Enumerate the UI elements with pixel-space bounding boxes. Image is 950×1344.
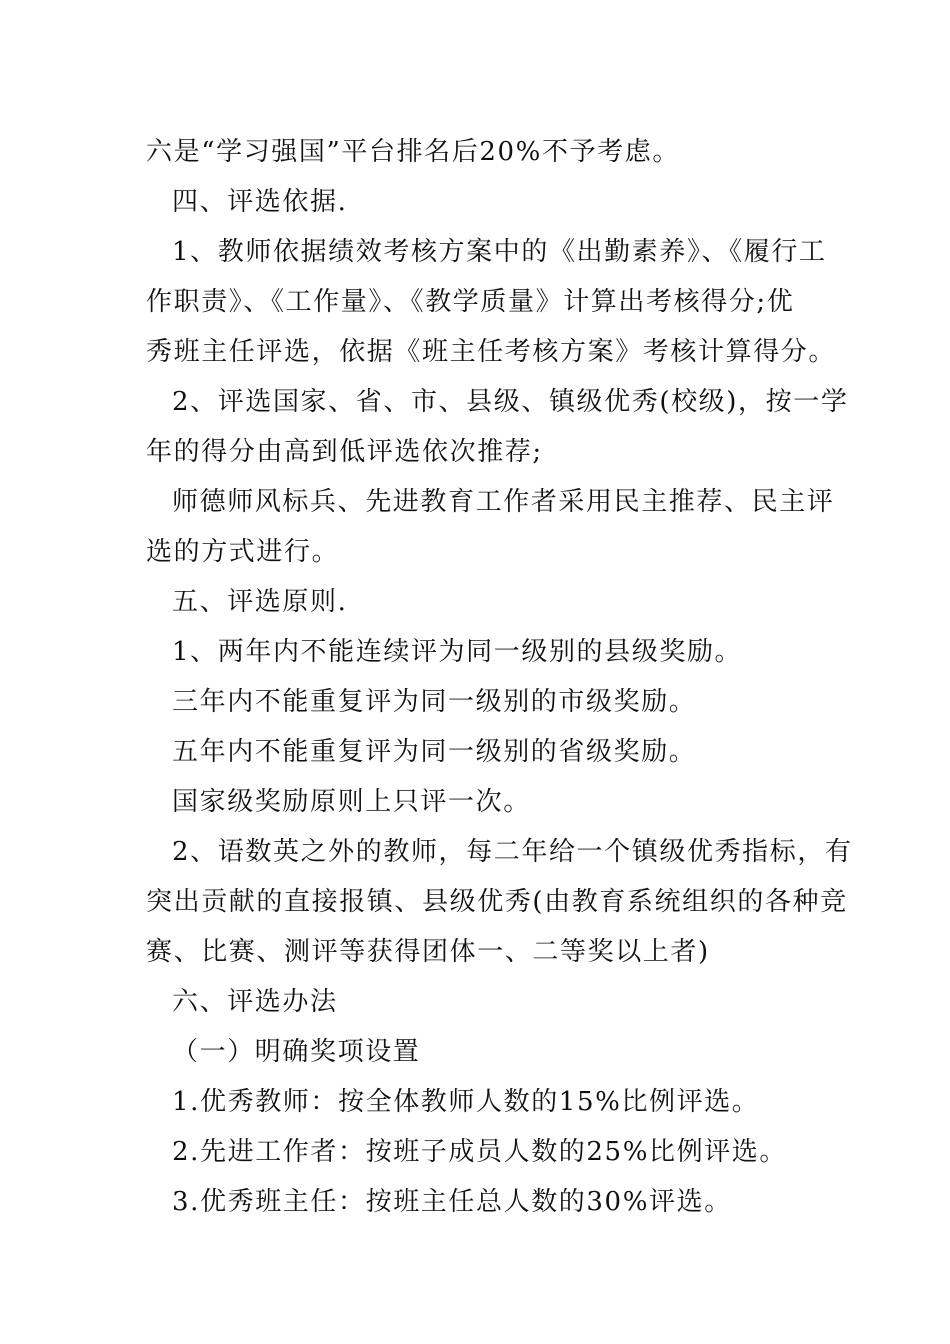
text-line: 3.优秀班主任：按班主任总人数的30%评选。 xyxy=(172,1187,732,1217)
text-line: 2、语数英之外的教师，每二年给一个镇级优秀指标，有 xyxy=(172,837,853,867)
text-line: 三年内不能重复评为同一级别的市级奖励。 xyxy=(172,687,697,717)
text-line: 师德师风标兵、先进教育工作者采用民主推荐、民主评 xyxy=(172,487,835,517)
text-line: 1、两年内不能连续评为同一级别的县级奖励。 xyxy=(172,637,743,667)
text-line: 2.先进工作者：按班子成员人数的25%比例评选。 xyxy=(172,1137,787,1167)
text-line: 年的得分由高到低评选依次推荐; xyxy=(146,437,543,467)
subsection-heading: （一）明确奖项设置 xyxy=(172,1037,421,1067)
text-line: 作职责》、《工作量》、《教学质量》计算出考核得分;优 xyxy=(146,287,795,317)
section-heading: 六、评选办法 xyxy=(172,987,338,1017)
text-line: 1、教师依据绩效考核方案中的《出勤素养》、《履行工 xyxy=(172,237,827,267)
section-heading: 五、评选原则. xyxy=(172,587,348,617)
text-line: 1.优秀教师：按全体教师人数的15%比例评选。 xyxy=(172,1087,760,1117)
text-line: 五年内不能重复评为同一级别的省级奖励。 xyxy=(172,737,697,767)
text-line: 六是“学习强国”平台排名后20%不予考虑。 xyxy=(146,137,680,167)
text-line: 国家级奖励原则上只评一次。 xyxy=(172,787,531,817)
text-line: 突出贡献的直接报镇、县级优秀(由教育系统组织的各种竞 xyxy=(146,887,848,917)
text-line: 选的方式进行。 xyxy=(146,537,340,567)
text-line: 2、评选国家、省、市、县级、镇级优秀(校级)，按一学 xyxy=(172,387,849,417)
section-heading: 四、评选依据. xyxy=(172,187,348,217)
text-line: 赛、比赛、测评等获得团体一、二等奖以上者) xyxy=(146,937,710,967)
text-line: 秀班主任评选，依据《班主任考核方案》考核计算得分。 xyxy=(146,337,837,367)
